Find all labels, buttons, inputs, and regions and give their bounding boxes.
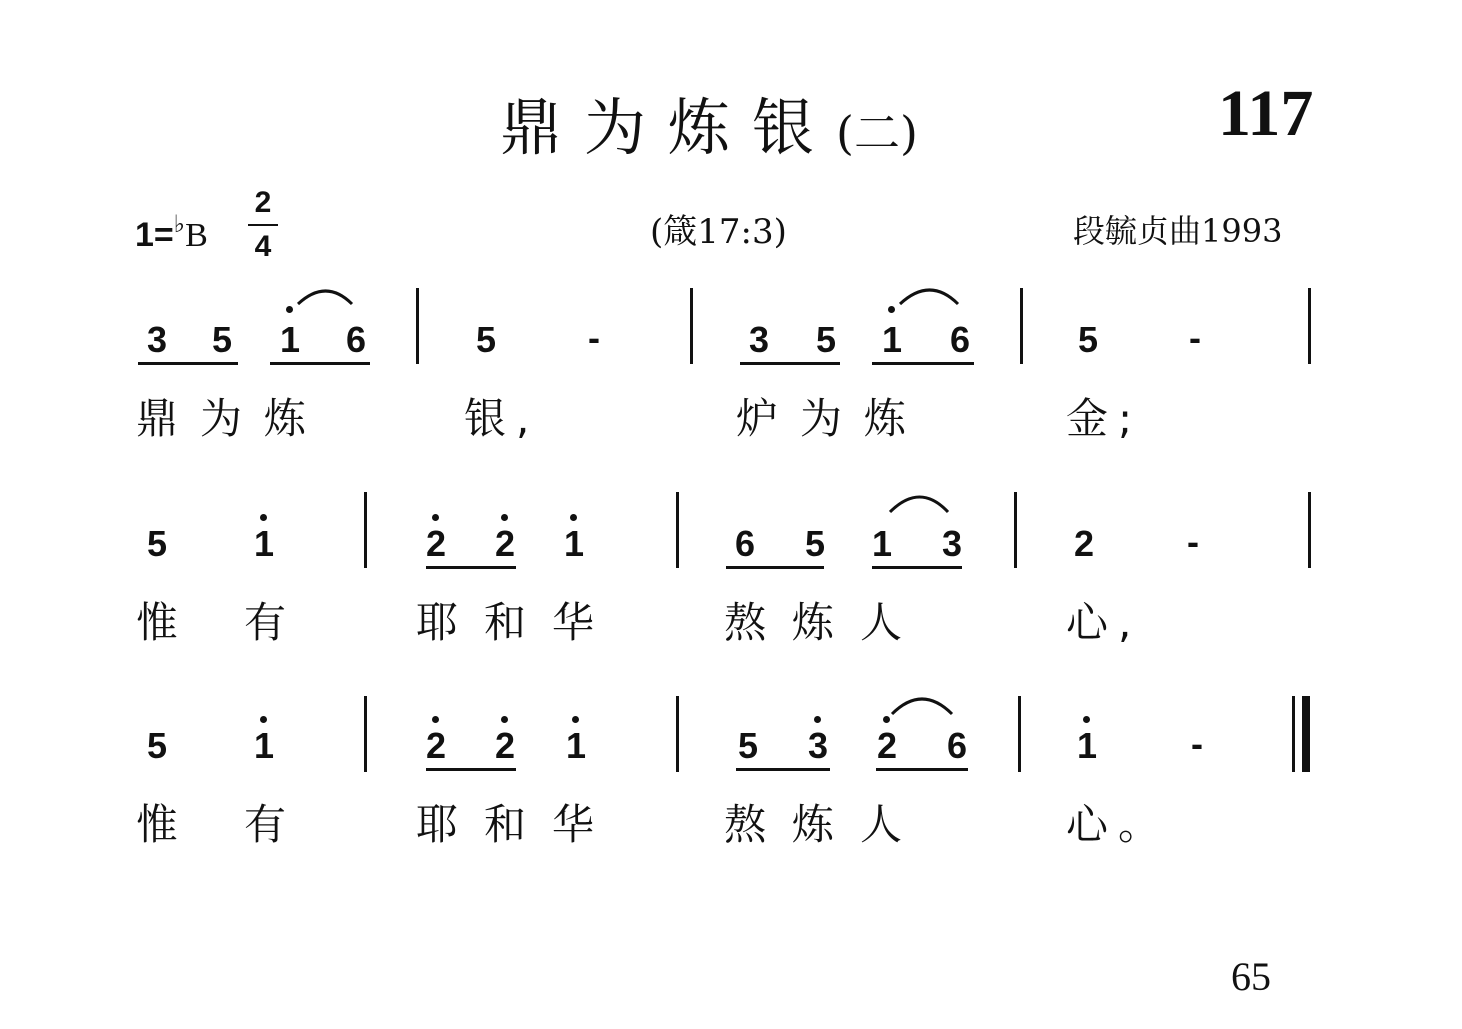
- dash-extension: -: [1187, 521, 1199, 562]
- high-octave-dot: [286, 306, 293, 313]
- note: 3: [941, 523, 963, 564]
- slur: [298, 291, 352, 304]
- note: 5: [737, 725, 759, 766]
- lyric: 有: [244, 598, 287, 647]
- high-octave-dot: [570, 514, 577, 521]
- bar-line: [1018, 696, 1021, 772]
- beat-underline: [736, 768, 830, 771]
- slur: [892, 699, 952, 714]
- flat-sign: ♭: [173, 210, 186, 238]
- lyric: 耶和华: [416, 800, 621, 849]
- note: 2: [876, 725, 898, 766]
- dash-extension: -: [1189, 317, 1201, 358]
- note: 1: [253, 523, 275, 564]
- high-octave-dot: [814, 716, 821, 723]
- lyric: 炉为炼: [736, 394, 929, 443]
- note: 5: [815, 319, 837, 360]
- lyric: 金;: [1066, 394, 1143, 443]
- high-octave-dot: [260, 514, 267, 521]
- note: 1: [253, 725, 275, 766]
- high-octave-dot: [501, 716, 508, 723]
- high-octave-dot: [432, 514, 439, 521]
- key-signature: [135, 210, 208, 255]
- high-octave-dot: [883, 716, 890, 723]
- lyric: 耶和华: [416, 598, 621, 647]
- time-fraction-bar: [248, 224, 278, 226]
- beat-underline: [872, 566, 962, 569]
- note: 5: [1077, 319, 1099, 360]
- note: 5: [146, 523, 168, 564]
- final-bar-thick: [1302, 696, 1310, 772]
- key-note: B: [185, 217, 208, 254]
- beat-underline: [740, 362, 840, 365]
- lyric: 心,: [1066, 598, 1142, 647]
- beat-underline: [270, 362, 370, 365]
- note: 5: [146, 725, 168, 766]
- note: 2: [494, 523, 516, 564]
- dash-extension: -: [1191, 723, 1203, 764]
- bar-line: [1014, 492, 1017, 568]
- title-text: 鼎为炼银: [500, 91, 837, 164]
- key-prefix: 1=: [135, 216, 174, 254]
- note: 5: [804, 523, 826, 564]
- high-octave-dot: [1083, 716, 1090, 723]
- bar-line: [1308, 288, 1311, 364]
- high-octave-dot: [432, 716, 439, 723]
- note: 2: [425, 725, 447, 766]
- scripture-reference: (箴17:3): [650, 212, 787, 252]
- high-octave-dot: [501, 514, 508, 521]
- bar-line: [676, 696, 679, 772]
- note: 6: [946, 725, 968, 766]
- page-number: 65: [1231, 954, 1271, 999]
- composer-credit: 段毓贞曲1993: [1073, 212, 1283, 250]
- lyric: 有: [244, 800, 287, 849]
- slur: [890, 497, 948, 512]
- lyric: 熬炼人: [724, 800, 929, 849]
- beat-underline: [426, 768, 516, 771]
- bar-line: [676, 492, 679, 568]
- note: 1: [565, 725, 587, 766]
- bar-line: [690, 288, 693, 364]
- lyric: 熬炼人: [724, 598, 929, 647]
- bar-line: [1308, 492, 1311, 568]
- note: 2: [425, 523, 447, 564]
- title-suffix: (二): [836, 106, 918, 160]
- note: 1: [1076, 725, 1098, 766]
- lyric: 鼎为炼: [136, 394, 329, 443]
- hymn-title: [500, 78, 918, 167]
- note: 1: [279, 319, 301, 360]
- beat-underline: [138, 362, 238, 365]
- high-octave-dot: [260, 716, 267, 723]
- note: 3: [748, 319, 770, 360]
- bar-line: [364, 492, 367, 568]
- time-top: 2: [254, 186, 272, 219]
- note: 5: [475, 319, 497, 360]
- high-octave-dot: [572, 716, 579, 723]
- note: 1: [563, 523, 585, 564]
- beat-underline: [726, 566, 824, 569]
- high-octave-dot: [888, 306, 895, 313]
- note: 6: [734, 523, 756, 564]
- lyric: 心。: [1066, 800, 1171, 849]
- bar-line: [1020, 288, 1023, 364]
- beat-underline: [426, 566, 516, 569]
- note: 3: [146, 319, 168, 360]
- note: 2: [494, 725, 516, 766]
- note: 6: [345, 319, 367, 360]
- beat-underline: [876, 768, 968, 771]
- lyric: 惟: [136, 598, 179, 647]
- slur: [900, 290, 958, 304]
- note: 5: [211, 319, 233, 360]
- hymn-number: 117: [1218, 77, 1314, 150]
- lyric: 银,: [464, 394, 540, 443]
- dash-extension: -: [588, 317, 600, 358]
- time-signature: [248, 186, 278, 264]
- time-bottom: 4: [254, 230, 272, 263]
- note: 1: [881, 319, 903, 360]
- note: 3: [807, 725, 829, 766]
- note: 6: [949, 319, 971, 360]
- bar-line: [364, 696, 367, 772]
- final-bar-thin: [1292, 696, 1295, 772]
- note: 2: [1073, 523, 1095, 564]
- bar-line: [416, 288, 419, 364]
- beat-underline: [872, 362, 974, 365]
- note: 1: [871, 523, 893, 564]
- lyric: 惟: [136, 800, 179, 849]
